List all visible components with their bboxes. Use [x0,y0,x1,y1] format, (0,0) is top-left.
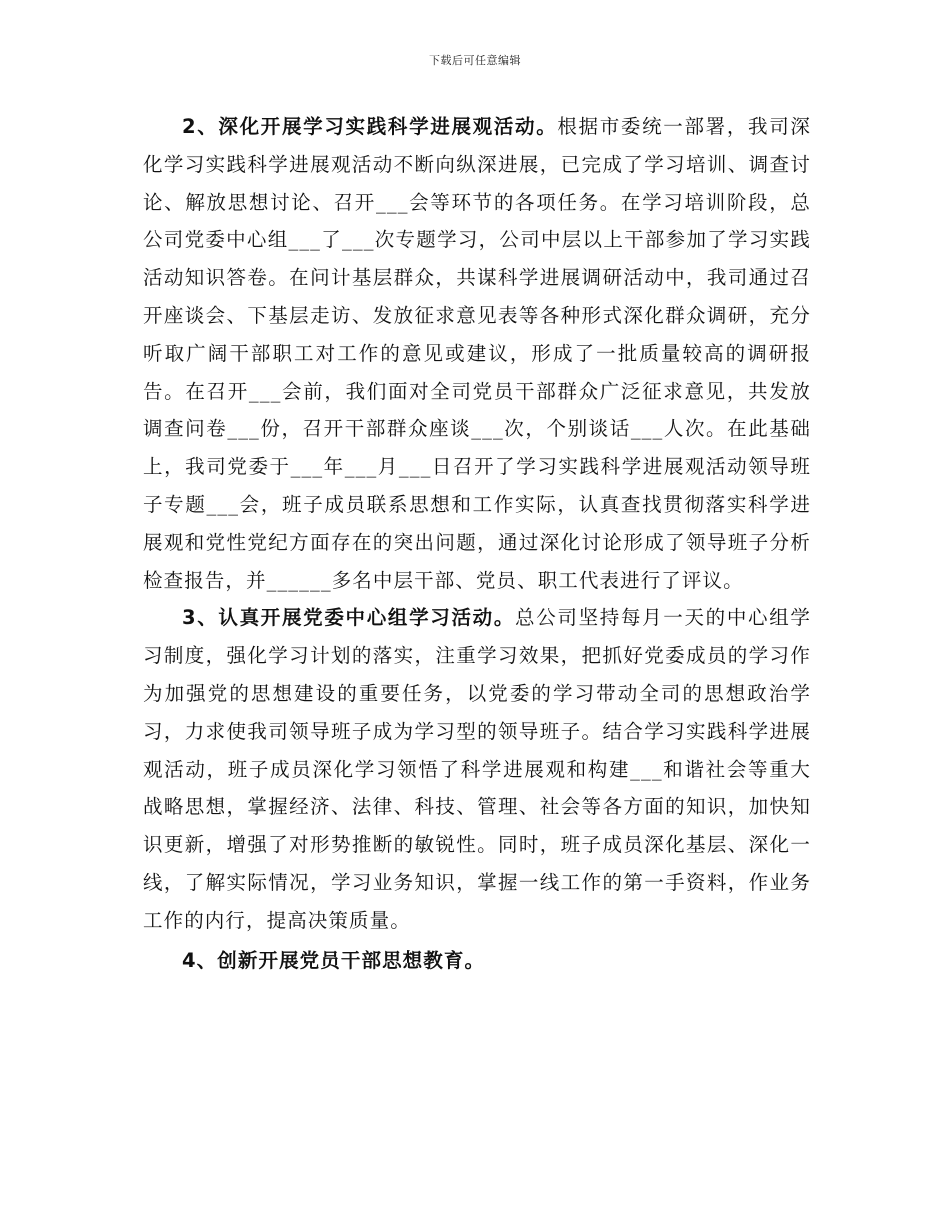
paragraph-2 [143,108,811,599]
paragraph-2-heading: 2、深化开展学习实践科学进展观活动。 [182,115,558,138]
page-header: 下载后可任意编辑 [429,54,521,67]
paragraph-3-heading: 3、认真开展党委中心组学习活动。 [182,606,516,630]
paragraph-4-heading: 4、创新开展党员干部思想教育。 [182,948,486,972]
paragraph-3-text: 总公司坚持每月一天的中心组学习制度，强化学习计划的落实，注重学习效果，把抓好党委成员的学习作为加强党的思想建设的重要任务，以党委的学习带动全司的思想政治学习，力求使我司领导班子成为学习型的领导班子。结合学习实践科学进展观活动，班子成员深化学习领悟了科学进展观和构建___和谐社会等重大战略思想，掌握经济、法律、科技、管理、社会等各方面的知识，加快知识更新，增强了对形势推断的敏锐性。同时，班子成员深化基层、深化一线，了解实际情况，学习业务知识，掌握一线工作的第一手资料，作业务工作的内行，提高决策质量。 [143,606,812,932]
document-body [143,108,811,979]
paragraph-3 [143,599,811,939]
paragraph-2-text: 根据市委统一部署，我司深化学习实践科学进展观活动不断向纵深进展，已完成了学习培训、调查讨论、解放思想讨论、召开___会等环节的各项任务。在学习培训阶段，总公司党委中心组___了___次专题学习，公司中层以上干部参加了学习实践活动知识答卷。在问计基层群众，共谋科学进展调研活动中，我司通过召开座谈会、下基层走访、发放征求意见表等各种形式深化群众调研，充分听取广阔干部职工对工作的意见或建议，形成了一批质量较高的调研报告。在召开___会前，我们面对全司党员干部群众广泛征求意见，共发放调查问卷___份，召开干部群众座谈___次，个别谈话___人次。在此基础上，我司党委于___年___月___日召开了学习实践科学进展观活动领导班子专题___会，班子成员联系思想和工作实际，认真查找贯彻落实科学进展观和党性党纪方面存在的突出问题，通过深化讨论形成了领导班子分析检查报告，并______多名中层干部、党员、职工代表进行了评议。 [143,115,811,592]
paragraph-4 [143,942,811,980]
